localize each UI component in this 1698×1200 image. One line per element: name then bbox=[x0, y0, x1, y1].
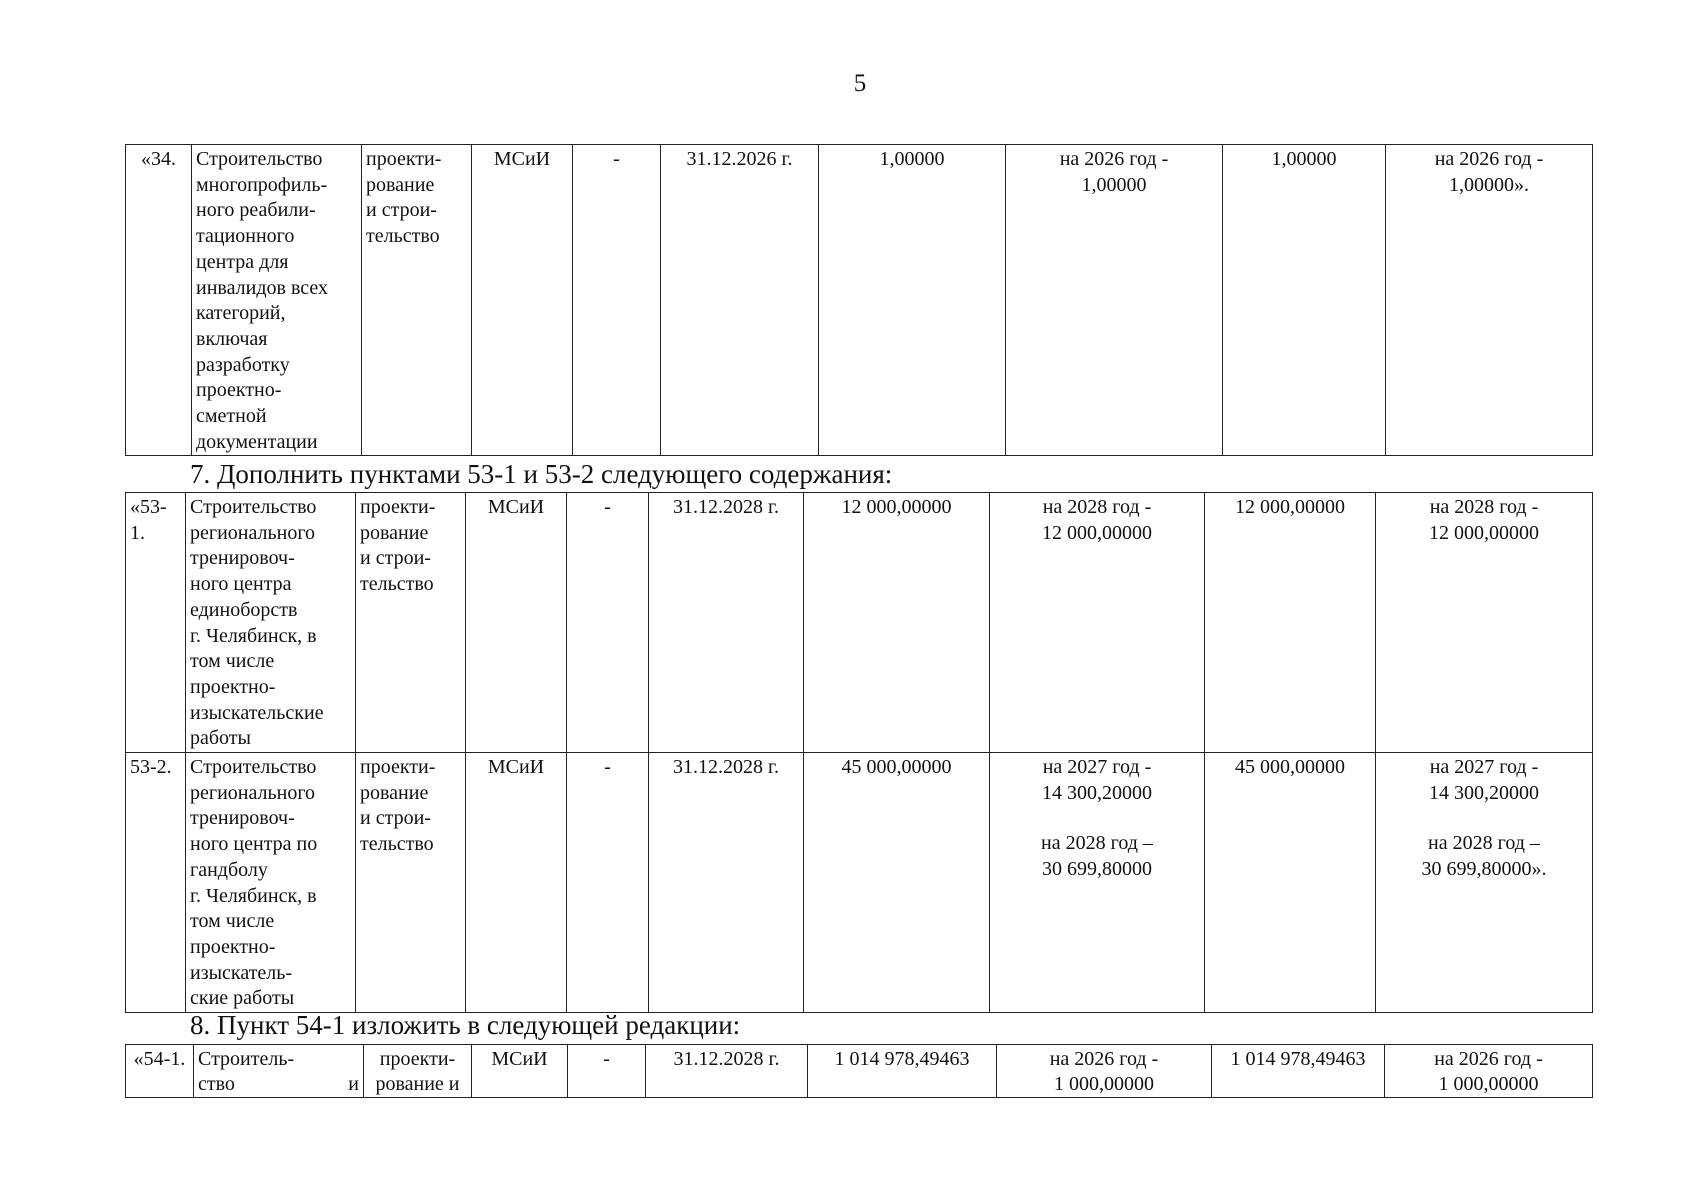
cell-line: на 2028 год – bbox=[1041, 832, 1153, 855]
cell-line: на 2028 год – bbox=[1428, 832, 1540, 855]
cell-line: г. Челябинск, в bbox=[190, 884, 317, 907]
cost-by-year bbox=[990, 753, 1205, 1013]
customer: МСиИ bbox=[466, 753, 567, 1013]
completion-date: 31.12.2028 г. bbox=[649, 493, 804, 753]
cell-line: инвалидов всех bbox=[196, 276, 329, 299]
cell-line bbox=[1380, 806, 1588, 831]
cell-line: на 2027 год - bbox=[1042, 756, 1152, 779]
completion-date: 31.12.2028 г. bbox=[646, 1045, 808, 1098]
total-cost: 12 000,00000 bbox=[804, 493, 990, 753]
cell-line: изыскательские bbox=[190, 701, 324, 724]
object-name bbox=[192, 145, 362, 456]
cell-line: и строи- bbox=[360, 547, 431, 570]
cell-line: категорий, bbox=[196, 302, 286, 325]
cell-line: г. Челябинск, в bbox=[190, 624, 317, 647]
cell-line: Строительство bbox=[196, 148, 323, 170]
cell-line: 1 000,00000 bbox=[1438, 1073, 1539, 1095]
section-heading-8: 8. Пункт 54-1 изложить в следующей редакции: bbox=[190, 1010, 741, 1040]
cell-line: и строи- bbox=[360, 807, 431, 830]
table-row bbox=[126, 145, 1593, 456]
cell-line: проектно- bbox=[190, 675, 276, 698]
cell-line: сметной bbox=[196, 405, 267, 428]
total-cost: 45 000,00000 bbox=[804, 753, 990, 1013]
dash-cell: - bbox=[567, 753, 649, 1013]
table-item-34 bbox=[125, 144, 1593, 456]
cell-line: на 2027 год - bbox=[1429, 756, 1539, 779]
cell-line: проектно- bbox=[196, 379, 282, 402]
cell-line: проекти- bbox=[379, 1048, 456, 1070]
cell-line: тренировоч- bbox=[190, 807, 295, 830]
work-type bbox=[364, 1045, 472, 1098]
cell-line: 14 300,20000 bbox=[1042, 781, 1152, 804]
cell-line: 30 699,80000 bbox=[1042, 858, 1152, 881]
cell-line: ного центра bbox=[190, 573, 292, 596]
cell-line: работы bbox=[190, 727, 251, 750]
cell-line: рование bbox=[366, 173, 435, 196]
cell-line: центра для bbox=[196, 250, 289, 273]
cell-line: ство и bbox=[198, 1073, 359, 1095]
cell-line: том числе bbox=[190, 650, 275, 673]
cell-line: и строи- bbox=[366, 199, 437, 222]
table-row bbox=[126, 493, 1593, 753]
dash-cell: - bbox=[567, 493, 649, 753]
cell-line: ного реабили- bbox=[196, 199, 316, 222]
cell-line: документации bbox=[196, 430, 318, 453]
customer: МСиИ bbox=[472, 1045, 568, 1098]
total-cost-2: 12 000,00000 bbox=[1205, 493, 1376, 753]
cost-by-year-2 bbox=[1386, 145, 1593, 456]
cell-line: 1,00000». bbox=[1449, 173, 1529, 196]
cell-line: на 2026 год - bbox=[1059, 148, 1169, 170]
cell-line: гандболу bbox=[190, 858, 268, 881]
cell-line: Строительство bbox=[190, 496, 317, 518]
cell-line: тационного bbox=[196, 225, 295, 248]
cell-line: 12 000,00000 bbox=[1042, 521, 1152, 544]
cell-line: Строитель- bbox=[198, 1048, 295, 1070]
cell-line: проектно- bbox=[190, 935, 276, 958]
cell-line: изыскатель- bbox=[190, 961, 293, 984]
cell-line: регионального bbox=[190, 521, 316, 544]
item-number: 53-2. bbox=[126, 753, 186, 1013]
total-cost-2: 1,00000 bbox=[1223, 145, 1386, 456]
cell-line: том числе bbox=[190, 910, 275, 933]
cost-by-year-2 bbox=[1376, 753, 1593, 1013]
object-name bbox=[194, 1045, 364, 1098]
cell-line: тренировоч- bbox=[190, 547, 295, 570]
object-name bbox=[186, 493, 356, 753]
cell-line: рование bbox=[360, 521, 429, 544]
cell-line: проекти- bbox=[360, 756, 436, 779]
cell-line: включая bbox=[196, 327, 268, 350]
cost-by-year-2 bbox=[1385, 1045, 1593, 1098]
cell-line bbox=[994, 806, 1200, 831]
item-number: «34. bbox=[126, 145, 192, 456]
cell-line: 1,00000 bbox=[1081, 173, 1147, 196]
work-type bbox=[362, 145, 472, 456]
section-heading-7: 7. Дополнить пунктами 53-1 и 53-2 следующего содержания: bbox=[190, 459, 893, 489]
cell-line: рование и bbox=[375, 1073, 460, 1095]
cell-line: на 2026 год - bbox=[1434, 1048, 1543, 1070]
cell-line: проекти- bbox=[366, 148, 442, 170]
cell-line: ного центра по bbox=[190, 833, 318, 856]
cell-line: тельство bbox=[360, 573, 434, 596]
cell-line: 14 300,20000 bbox=[1429, 781, 1539, 804]
customer: МСиИ bbox=[466, 493, 567, 753]
cell-line: многопрофиль- bbox=[196, 173, 328, 196]
table-row bbox=[126, 1045, 1593, 1098]
item-number: «53-1. bbox=[126, 493, 186, 753]
cell-line: разработку bbox=[196, 353, 290, 376]
table-row bbox=[126, 753, 1593, 1013]
object-name bbox=[186, 753, 356, 1013]
dash-cell: - bbox=[568, 1045, 646, 1098]
total-cost: 1,00000 bbox=[819, 145, 1006, 456]
cost-by-year-2 bbox=[1376, 493, 1593, 753]
page-number: 5 bbox=[853, 70, 867, 97]
cost-by-year bbox=[997, 1045, 1212, 1098]
completion-date: 31.12.2028 г. bbox=[649, 753, 804, 1013]
cell-line: тельство bbox=[366, 225, 440, 248]
cell-line: 12 000,00000 bbox=[1429, 521, 1539, 544]
completion-date: 31.12.2026 г. bbox=[661, 145, 819, 456]
cost-by-year bbox=[1006, 145, 1223, 456]
customer: МСиИ bbox=[472, 145, 573, 456]
work-type bbox=[356, 493, 466, 753]
table-items-53 bbox=[125, 492, 1593, 1013]
total-cost-2: 1 014 978,49463 bbox=[1212, 1045, 1385, 1098]
cell-line: проекти- bbox=[360, 496, 436, 518]
total-cost: 1 014 978,49463 bbox=[808, 1045, 997, 1098]
total-cost-2: 45 000,00000 bbox=[1205, 753, 1376, 1013]
cell-line: 30 699,80000». bbox=[1421, 858, 1547, 881]
cell-line: на 2028 год - bbox=[1429, 496, 1539, 518]
item-number: «54-1. bbox=[126, 1045, 194, 1098]
cell-line: регионального bbox=[190, 781, 316, 804]
dash-cell: - bbox=[573, 145, 661, 456]
cell-line: на 2028 год - bbox=[1042, 496, 1152, 518]
cell-line: ские работы bbox=[190, 987, 295, 1010]
cell-line: 1 000,00000 bbox=[1054, 1073, 1154, 1095]
cell-line: рование bbox=[360, 781, 429, 804]
cell-line: единоборств bbox=[190, 598, 298, 621]
cell-line: Строительство bbox=[190, 756, 317, 779]
table-item-54-1 bbox=[125, 1044, 1593, 1098]
cell-line: тельство bbox=[360, 833, 434, 856]
cell-line: на 2026 год - bbox=[1049, 1048, 1159, 1070]
cell-line: на 2026 год - bbox=[1434, 148, 1544, 170]
cost-by-year bbox=[990, 493, 1205, 753]
work-type bbox=[356, 753, 466, 1013]
